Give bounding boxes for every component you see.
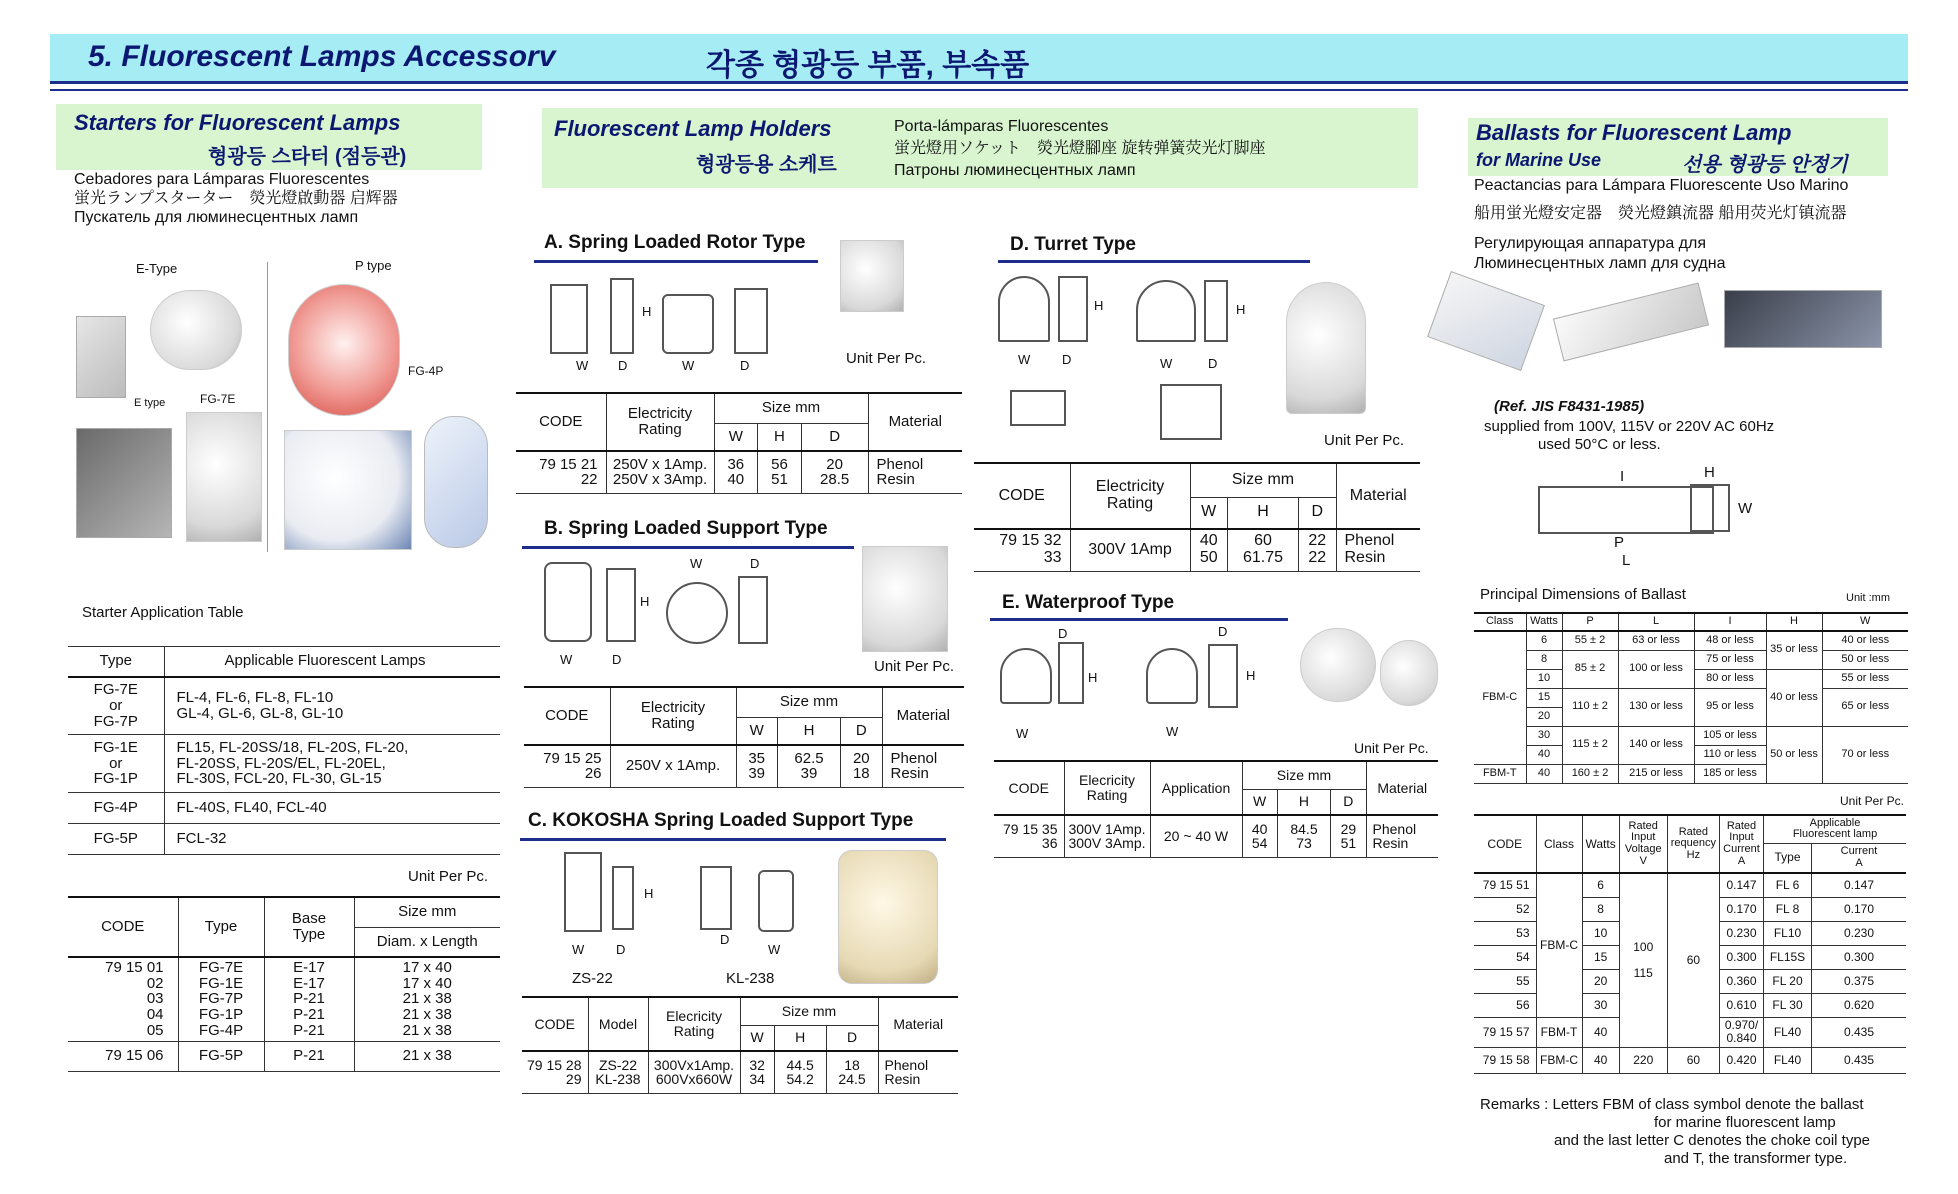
codes-cell: 79 15 06 — [68, 1041, 178, 1071]
bases-cell: E-17 E-17 P-21 P-21 P-21 — [264, 957, 354, 1041]
e-type-small-label: E type — [134, 397, 166, 409]
col-type: Type — [178, 897, 264, 957]
col-base-type: Base Type — [264, 897, 354, 957]
app-col-lamps: Applicable Fluorescent Lamps — [164, 647, 500, 677]
ballast-photo-2 — [1553, 283, 1709, 362]
types-cell: FG-7E FG-1E FG-7P FG-1P FG-4P — [178, 957, 264, 1041]
banner-underline — [50, 89, 1908, 91]
remarks-line-3: and the last letter C denotes the choke coil type — [1554, 1132, 1871, 1149]
types-cell: FG-5P — [178, 1041, 264, 1071]
section-c-title: C. KOKOSHA Spring Loaded Support Type — [528, 810, 914, 831]
rotate-starter-photo — [424, 416, 488, 548]
fg4p-label: FG-4P — [408, 364, 444, 378]
fg7e-label: FG-7E — [200, 392, 236, 406]
ballast-dimension-table: Class Watts P L I H W FBM-C 6 55 ± 2 63 or less 48 or less 35 or less 40 or less 8 85 ± 2 100 or less 75 or less 50 or less 10 80 or less 40 or less 55 or less 15 110 ± 2 130 or less 95 or less 65 or less 20 30 115 ± 2 140 or less 105 or less 50 or less 70 or less 40 110 or less FBM-T 40 160 ± 2 215 or less 185 or less — [1474, 612, 1908, 784]
sizes-cell: 17 x 40 17 x 40 21 x 38 21 x 38 21 x 38 — [354, 957, 500, 1041]
remarks-line-2: for marine fluorescent lamp — [1654, 1114, 1836, 1131]
ballasts-unit-per-pc: Unit Per Pc. — [1840, 794, 1905, 808]
support-type-photo — [862, 546, 948, 652]
e-type-starter-photo — [76, 316, 126, 398]
ballasts-ref: (Ref. JIS F8431-1985) — [1494, 398, 1645, 415]
page-banner — [50, 34, 1908, 84]
section-b-unit: Unit Per Pc. — [874, 658, 955, 675]
holders-russian: Патроны люминесцентных ламп — [894, 162, 1136, 179]
waterproof-photo-1 — [1300, 628, 1376, 702]
ballasts-subtitle: for Marine Use — [1476, 150, 1602, 170]
app-lamps: FL15, FL-20SS/18, FL-20S, FL-20, FL-20SS, FL-20S/EL, FL-20EL, FL-30S, FCL-20, FL-30, GL-15 — [164, 735, 500, 793]
support-type-diagram: H W D W D — [540, 552, 780, 670]
section-a-title: A. Spring Loaded Rotor Type — [544, 232, 806, 253]
ballasts-japanese: 船用蛍光燈安定器 熒光燈鎮流器 船用荧光灯镇流器 — [1474, 205, 1847, 222]
starter-application-table — [68, 646, 500, 855]
waterproof-diagram: D H W D H W — [996, 624, 1260, 746]
dim-table-unit: Unit :mm — [1846, 592, 1890, 604]
ballasts-spanish: Peactancias para Lámpara Fluorescente Uso Marino — [1474, 177, 1849, 194]
section-b-title: B. Spring Loaded Support Type — [544, 518, 828, 539]
section-a-rule — [534, 260, 818, 263]
starters-russian: Пускатель для люминесцентных ламп — [74, 209, 359, 226]
waterproof-photo-2 — [1380, 640, 1438, 706]
kokosha-diagram: H W D D W — [560, 846, 796, 964]
app-lamps: FCL-32 — [164, 824, 500, 855]
remarks-line-1: Remarks : Letters FBM of class symbol denote the ballast — [1480, 1096, 1864, 1113]
section-d-unit: Unit Per Pc. — [1324, 432, 1405, 449]
e-type-label: E-Type — [136, 261, 178, 276]
bases-cell: P-21 — [264, 1041, 354, 1071]
ballast-side-diagram: H W — [1684, 464, 1754, 544]
ballasts-title-korean: 선용 형광등 안정기 — [1682, 154, 1848, 176]
kl238-label: KL-238 — [726, 970, 775, 987]
app-type: FG-5P — [68, 824, 164, 855]
ballasts-russian-2: Люминесцентных ламп для судна — [1474, 255, 1726, 272]
nec-starter-photo — [186, 412, 262, 542]
section-b-rule — [522, 546, 854, 549]
turret-photo — [1286, 282, 1366, 414]
holders-title: Fluorescent Lamp Holders — [554, 116, 832, 141]
turret-diagram: H H W D W D — [996, 272, 1252, 452]
holders-translations — [894, 116, 1266, 182]
dim-table-title: Principal Dimensions of Ballast — [1480, 586, 1686, 603]
kokosha-photo — [838, 850, 938, 984]
photo-divider — [267, 262, 268, 552]
section-e-unit: Unit Per Pc. — [1354, 740, 1429, 756]
starters-title: Starters for Fluorescent Lamps — [74, 110, 401, 135]
fg4p-starter-photo — [288, 284, 400, 416]
rotor-type-diagram: H W D W D — [546, 274, 774, 370]
section-d-title: D. Turret Type — [1010, 234, 1136, 255]
app-lamps: FL-4, FL-6, FL-8, FL-10 GL-4, GL-6, GL-8, GL-10 — [164, 677, 500, 735]
app-col-type: Type — [68, 647, 164, 677]
section-e-title: E. Waterproof Type — [1002, 592, 1175, 613]
holders-japanese: 蛍光燈用ソケット 熒光燈腳座 旋转弹簧荧光灯脚座 — [894, 140, 1266, 157]
col-size: Size mm — [354, 897, 500, 927]
starters-spanish: Cebadores para Lámparas Fluorescentes — [74, 171, 370, 188]
section-a-table: CODE Electricity Rating Size mm Material W H D 79 15 21 22 250V x 1Amp. 250V x 3Amp. 36 40 56 51 20 28.5 Phenol Resin — [516, 392, 962, 494]
section-b-table: CODE Electricity Rating Size mm Material W H D 79 15 25 26 250V x 1Amp. 35 39 62.5 39 20 18 Phenol Resin — [524, 686, 964, 788]
section-d-table: CODE Electricity Rating Size mm Material W H D 79 15 32 33 300V 1Amp 40 50 60 61.75 22 22 Phenol Resin — [974, 462, 1420, 572]
app-lamps: FL-40S, FL40, FCL-40 — [164, 793, 500, 824]
ballasts-title-box — [1468, 118, 1888, 176]
ballasts-supply-2: used 50°C or less. — [1538, 436, 1661, 453]
ballasts-remarks — [1480, 1096, 1870, 1168]
starters-title-korean: 형광등 스타터 (점등관) — [208, 146, 407, 168]
section-d-rule — [998, 260, 1310, 263]
starters-unit-per-pc: Unit Per Pc. — [408, 868, 489, 885]
section-a-unit: Unit Per Pc. — [846, 350, 927, 367]
ballasts-russian-1: Регулирующая аппаратура для — [1474, 235, 1706, 252]
ballasts-translations — [1474, 176, 1848, 274]
fg7e-starter-photo — [150, 290, 242, 370]
ballasts-title: Ballasts for Fluorescent Lamp — [1476, 120, 1792, 145]
app-type: FG-1E or FG-1P — [68, 735, 164, 793]
metal-starter-photo — [76, 428, 172, 538]
app-type: FG-4P — [68, 793, 164, 824]
starters-japanese: 蛍光ランプスターター 熒光燈啟動器 启辉器 — [74, 190, 398, 207]
section-e-table: CODE Elecricity Rating Application Size mm Material W H D 79 15 35 36 300V 1Amp. 300V 3Amp. 20 ~ 40 W 40 54 84.5 73 29 51 Phenol Resin — [994, 760, 1438, 858]
col-code: CODE — [68, 897, 178, 957]
section-e-rule — [990, 618, 1288, 621]
ballast-photo-3 — [1724, 290, 1882, 348]
app-type: FG-7E or FG-7P — [68, 677, 164, 735]
codes-cell: 79 15 01 02 03 04 05 — [68, 957, 178, 1041]
holders-title-box — [542, 108, 1418, 188]
starters-translations — [74, 170, 398, 227]
p-type-starter-photo — [284, 430, 412, 550]
holders-spanish: Porta-lámparas Fluorescentes — [894, 118, 1109, 135]
starter-code-table — [68, 896, 500, 1072]
holders-title-korean: 형광등용 소케트 — [696, 154, 837, 176]
ballast-main-table: CODE Class Watts Rated Input Voltage V Rated requency Hz Rated Input Current A Applicable Fluorescent lamp Type Current A 79 15 51 FBM-C 6 100 115 60 0.147 FL 6 0.147 52 8 0.170 FL 8 0.170 53 10 0.230 FL10 0.230 54 15 0.300 FL15S 0.300 55 20 0.360 FL 20 0.375 56 30 0.610 FL 30 0.620 79 15 57 FBM-T 40 0.970/ 0.840 FL40 0.435 79 15 58 FBM-C 40 220 60 0.420 FL40 0.435 — [1474, 814, 1906, 1074]
starters-title-box — [56, 104, 482, 170]
ballasts-supply-1: supplied from 100V, 115V or 220V AC 60Hz — [1484, 418, 1775, 435]
remarks-line-4: and T, the transformer type. — [1664, 1150, 1848, 1167]
p-type-label: P type — [355, 258, 392, 273]
section-c-rule — [520, 838, 946, 841]
sizes-cell: 21 x 38 — [354, 1041, 500, 1071]
rotor-type-photo — [840, 240, 904, 312]
page-title: 5. Fluorescent Lamps Accessorv — [88, 40, 556, 73]
ballast-photo-1 — [1427, 271, 1545, 371]
section-c-table: CODE Model Elecricity Rating Size mm Material W H D 79 15 28 29 ZS-22 KL-238 300Vx1Amp. 600Vx660W 32 34 44.5 54.2 18 24.5 Phenol Resin — [522, 996, 958, 1094]
app-table-title: Starter Application Table — [82, 604, 244, 621]
ballast-dimension-diagram: I P L — [1516, 468, 1736, 578]
zs22-label: ZS-22 — [572, 970, 613, 987]
page-title-korean: 각종 형광등 부품, 부속품 — [706, 49, 1030, 82]
col-diam-length: Diam. x Length — [354, 927, 500, 957]
